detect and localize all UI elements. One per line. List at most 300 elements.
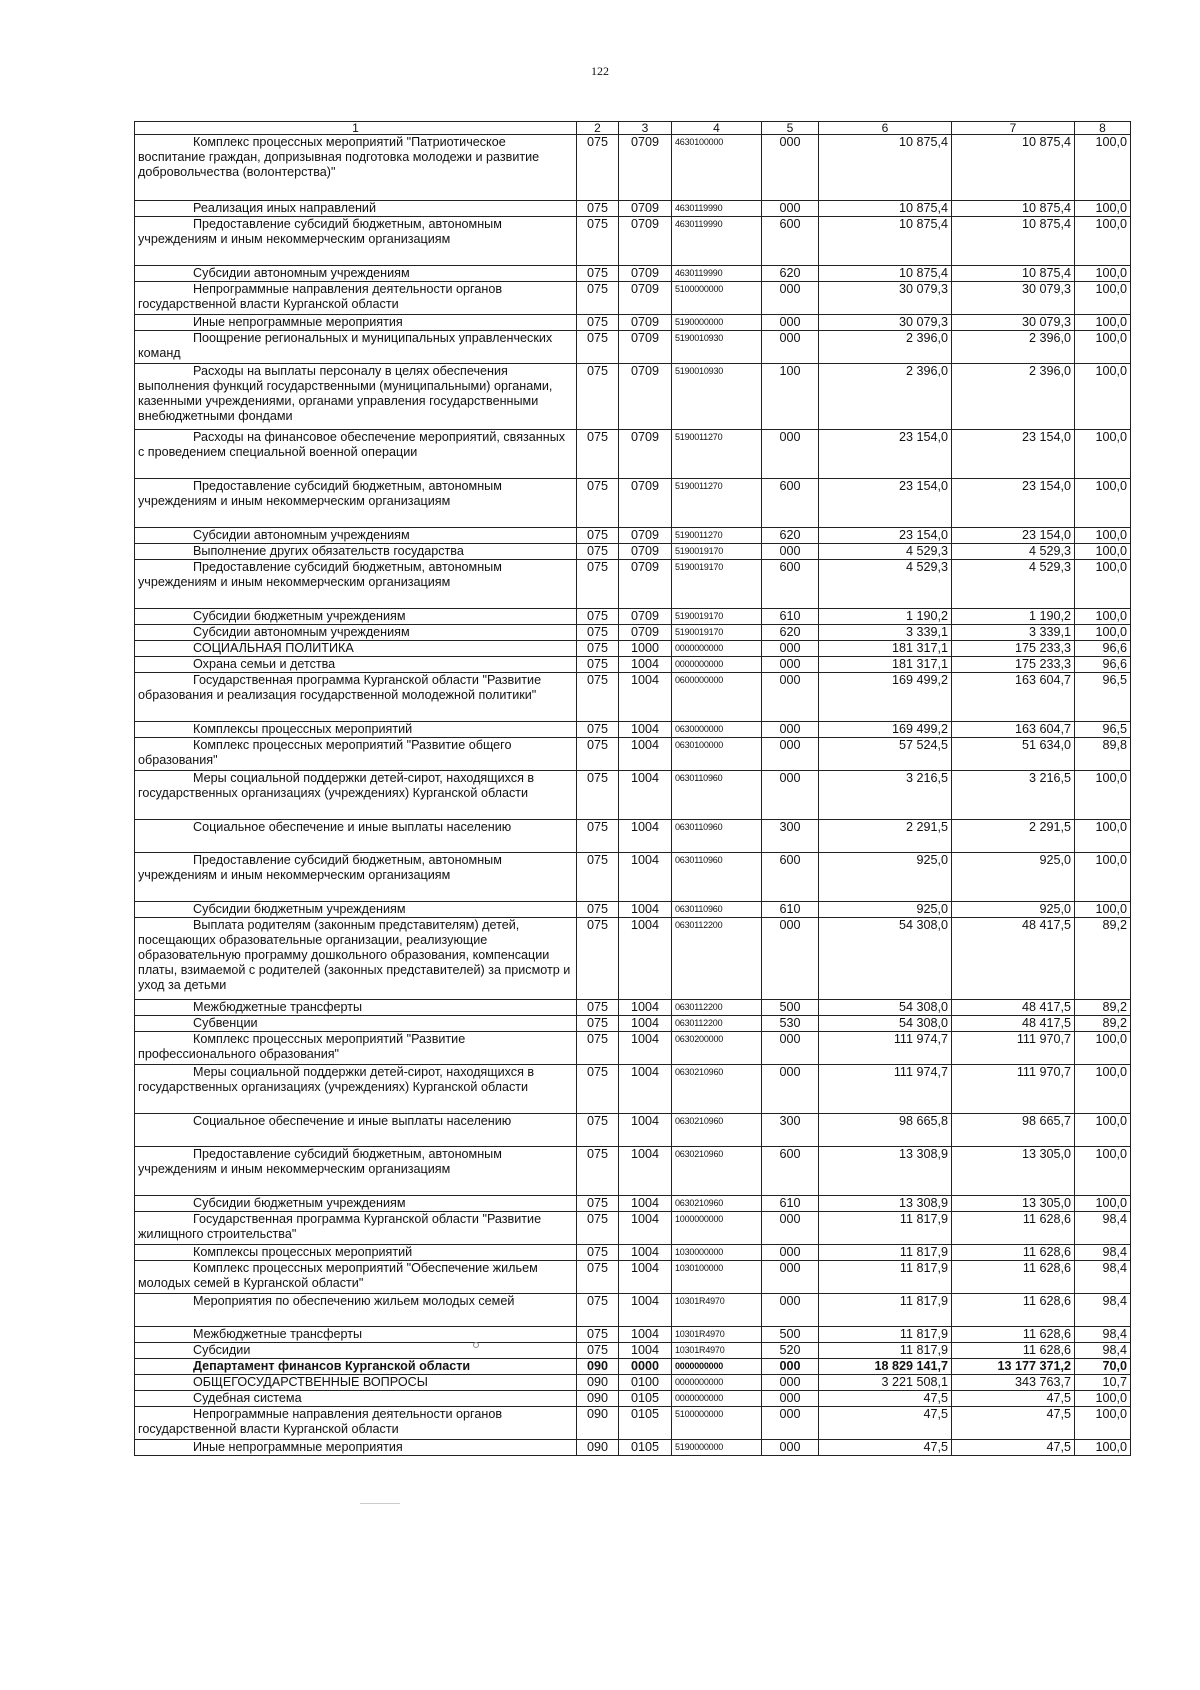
table-row: [135, 364, 1131, 430]
row-executed-amount: 98 665,7: [952, 1114, 1075, 1147]
row-planned-amount: 925,0: [819, 902, 952, 918]
row-chapter-code: 075: [577, 918, 619, 1000]
row-executed-amount: 10 875,4: [952, 266, 1075, 282]
row-expense-type-code: 000: [762, 1261, 819, 1294]
row-executed-amount: 4 529,3: [952, 544, 1075, 560]
row-chapter-code: 075: [577, 315, 619, 331]
row-execution-percent: 98,4: [1075, 1212, 1131, 1245]
row-name: Предоставление субсидий бюджетным, автономным учреждениям и иным некоммерческим организациям: [135, 560, 577, 609]
table-row: [135, 771, 1131, 820]
row-planned-amount: 57 524,5: [819, 738, 952, 771]
table-row: [135, 528, 1131, 544]
row-expense-type-code: 000: [762, 1245, 819, 1261]
row-planned-amount: 11 817,9: [819, 1327, 952, 1343]
row-target-article-code: 0630110960: [672, 853, 762, 902]
row-name: Комплекс процессных мероприятий "Обеспечение жильем молодых семей в Курганской области": [135, 1261, 577, 1294]
row-target-article-code: 4630100000: [672, 135, 762, 201]
row-section-code: 1004: [619, 722, 672, 738]
row-planned-amount: 18 829 141,7: [819, 1359, 952, 1375]
row-executed-amount: 11 628,6: [952, 1261, 1075, 1294]
row-executed-amount: 11 628,6: [952, 1294, 1075, 1327]
table-row: [135, 1114, 1131, 1147]
table-row: [135, 657, 1131, 673]
row-expense-type-code: 000: [762, 430, 819, 479]
row-chapter-code: 075: [577, 364, 619, 430]
scan-artifact: [360, 1503, 400, 1504]
row-executed-amount: 3 216,5: [952, 771, 1075, 820]
row-chapter-code: 075: [577, 528, 619, 544]
row-chapter-code: 075: [577, 1245, 619, 1261]
row-chapter-code: 075: [577, 479, 619, 528]
row-section-code: 1004: [619, 1196, 672, 1212]
row-name: Поощрение региональных и муниципальных управленческих команд: [135, 331, 577, 364]
row-execution-percent: 100,0: [1075, 1407, 1131, 1440]
row-target-article-code: 0630210960: [672, 1114, 762, 1147]
table-row: [135, 1212, 1131, 1245]
row-execution-percent: 89,2: [1075, 1016, 1131, 1032]
table-row: [135, 609, 1131, 625]
row-planned-amount: 3 216,5: [819, 771, 952, 820]
row-execution-percent: 100,0: [1075, 1147, 1131, 1196]
row-executed-amount: 13 305,0: [952, 1147, 1075, 1196]
row-planned-amount: 11 817,9: [819, 1261, 952, 1294]
row-chapter-code: 075: [577, 1114, 619, 1147]
row-executed-amount: 2 396,0: [952, 364, 1075, 430]
table-row: [135, 430, 1131, 479]
row-name: Субсидии бюджетным учреждениям: [135, 902, 577, 918]
row-planned-amount: 13 308,9: [819, 1147, 952, 1196]
row-executed-amount: 48 417,5: [952, 1000, 1075, 1016]
row-chapter-code: 075: [577, 641, 619, 657]
row-planned-amount: 54 308,0: [819, 918, 952, 1000]
row-execution-percent: 96,5: [1075, 673, 1131, 722]
header-cell: 2: [577, 122, 619, 135]
row-name: Социальное обеспечение и иные выплаты населению: [135, 1114, 577, 1147]
row-execution-percent: 98,4: [1075, 1327, 1131, 1343]
row-execution-percent: 98,4: [1075, 1245, 1131, 1261]
row-chapter-code: 075: [577, 1261, 619, 1294]
table-row: [135, 331, 1131, 364]
row-executed-amount: 163 604,7: [952, 673, 1075, 722]
row-target-article-code: 1000000000: [672, 1212, 762, 1245]
row-target-article-code: 5190010930: [672, 331, 762, 364]
row-target-article-code: 0630100000: [672, 738, 762, 771]
row-expense-type-code: 000: [762, 1407, 819, 1440]
row-executed-amount: 51 634,0: [952, 738, 1075, 771]
row-section-code: 0709: [619, 528, 672, 544]
row-section-code: 0709: [619, 430, 672, 479]
row-planned-amount: 23 154,0: [819, 528, 952, 544]
row-expense-type-code: 000: [762, 544, 819, 560]
row-planned-amount: 2 396,0: [819, 331, 952, 364]
row-expense-type-code: 600: [762, 853, 819, 902]
row-expense-type-code: 500: [762, 1327, 819, 1343]
row-section-code: 1004: [619, 1000, 672, 1016]
row-section-code: 1004: [619, 1065, 672, 1114]
row-chapter-code: 075: [577, 217, 619, 266]
table-row: [135, 722, 1131, 738]
row-expense-type-code: 000: [762, 201, 819, 217]
row-execution-percent: 96,5: [1075, 722, 1131, 738]
row-expense-type-code: 000: [762, 1440, 819, 1456]
row-executed-amount: 10 875,4: [952, 201, 1075, 217]
row-planned-amount: 30 079,3: [819, 282, 952, 315]
row-section-code: 0105: [619, 1391, 672, 1407]
row-section-code: 1004: [619, 1294, 672, 1327]
table-row: [135, 1407, 1131, 1440]
row-execution-percent: 96,6: [1075, 641, 1131, 657]
table-row: [135, 315, 1131, 331]
row-expense-type-code: 620: [762, 266, 819, 282]
row-executed-amount: 3 339,1: [952, 625, 1075, 641]
row-execution-percent: 98,4: [1075, 1261, 1131, 1294]
row-target-article-code: 5190000000: [672, 1440, 762, 1456]
row-target-article-code: 0000000000: [672, 657, 762, 673]
row-execution-percent: 98,4: [1075, 1343, 1131, 1359]
row-target-article-code: 0630000000: [672, 722, 762, 738]
header-cell: 5: [762, 122, 819, 135]
row-planned-amount: 111 974,7: [819, 1032, 952, 1065]
row-planned-amount: 11 817,9: [819, 1294, 952, 1327]
row-expense-type-code: 600: [762, 1147, 819, 1196]
row-section-code: 0709: [619, 315, 672, 331]
row-section-code: 1004: [619, 1032, 672, 1065]
row-executed-amount: 925,0: [952, 853, 1075, 902]
row-chapter-code: 075: [577, 820, 619, 853]
row-planned-amount: 10 875,4: [819, 266, 952, 282]
row-execution-percent: 98,4: [1075, 1294, 1131, 1327]
row-executed-amount: 2 291,5: [952, 820, 1075, 853]
table-row: [135, 1261, 1131, 1294]
row-name: ОБЩЕГОСУДАРСТВЕННЫЕ ВОПРОСЫ: [135, 1375, 577, 1391]
row-planned-amount: 47,5: [819, 1407, 952, 1440]
row-section-code: 1004: [619, 1212, 672, 1245]
row-target-article-code: 5190019170: [672, 560, 762, 609]
row-section-code: 1004: [619, 1327, 672, 1343]
row-expense-type-code: 620: [762, 625, 819, 641]
row-name: Государственная программа Курганской области "Развитие образования и реализация государственной молодежной политики": [135, 673, 577, 722]
row-executed-amount: 13 305,0: [952, 1196, 1075, 1212]
row-name: Расходы на финансовое обеспечение мероприятий, связанных с проведением специальной военной операции: [135, 430, 577, 479]
table-row: [135, 1147, 1131, 1196]
row-section-code: 0709: [619, 609, 672, 625]
table-row: [135, 1065, 1131, 1114]
row-execution-percent: 100,0: [1075, 528, 1131, 544]
header-cell: 3: [619, 122, 672, 135]
table-row: [135, 625, 1131, 641]
row-chapter-code: 075: [577, 560, 619, 609]
header-cell: 6: [819, 122, 952, 135]
row-expense-type-code: 000: [762, 1065, 819, 1114]
row-target-article-code: 5190000000: [672, 315, 762, 331]
row-chapter-code: 075: [577, 1343, 619, 1359]
row-name: Расходы на выплаты персоналу в целях обеспечения выполнения функций государственными (муниципальными) органами, казенными учреждениями, органами управления государственными внебюджетными фондами: [135, 364, 577, 430]
row-target-article-code: 0630110960: [672, 902, 762, 918]
table-row: [135, 1359, 1131, 1375]
row-executed-amount: 23 154,0: [952, 430, 1075, 479]
row-target-article-code: 5190010930: [672, 364, 762, 430]
row-expense-type-code: 000: [762, 738, 819, 771]
row-expense-type-code: 620: [762, 528, 819, 544]
row-chapter-code: 075: [577, 771, 619, 820]
row-name: Предоставление субсидий бюджетным, автономным учреждениям и иным некоммерческим организациям: [135, 853, 577, 902]
row-chapter-code: 075: [577, 657, 619, 673]
row-section-code: 1004: [619, 820, 672, 853]
row-name: Меры социальной поддержки детей-сирот, находящихся в государственных организациях (учреждениях) Курганской области: [135, 771, 577, 820]
row-target-article-code: 4630119990: [672, 266, 762, 282]
row-name: Субвенции: [135, 1016, 577, 1032]
row-chapter-code: 075: [577, 282, 619, 315]
row-name: Субсидии автономным учреждениям: [135, 266, 577, 282]
row-target-article-code: 5100000000: [672, 282, 762, 315]
row-chapter-code: 090: [577, 1391, 619, 1407]
row-name: Комплекс процессных мероприятий "Развитие общего образования": [135, 738, 577, 771]
row-chapter-code: 075: [577, 135, 619, 201]
row-execution-percent: 89,8: [1075, 738, 1131, 771]
row-expense-type-code: 000: [762, 1032, 819, 1065]
row-execution-percent: 100,0: [1075, 266, 1131, 282]
row-executed-amount: 175 233,3: [952, 657, 1075, 673]
header-cell: 7: [952, 122, 1075, 135]
table-row: [135, 902, 1131, 918]
table-row: [135, 560, 1131, 609]
row-target-article-code: 0630110960: [672, 820, 762, 853]
row-section-code: 0709: [619, 544, 672, 560]
row-target-article-code: 0630112200: [672, 1000, 762, 1016]
row-expense-type-code: 100: [762, 364, 819, 430]
row-expense-type-code: 000: [762, 315, 819, 331]
row-chapter-code: 075: [577, 722, 619, 738]
row-planned-amount: 47,5: [819, 1440, 952, 1456]
table-row: [135, 1343, 1131, 1359]
row-planned-amount: 13 308,9: [819, 1196, 952, 1212]
row-name: Непрограммные направления деятельности органов государственной власти Курганской области: [135, 282, 577, 315]
row-planned-amount: 925,0: [819, 853, 952, 902]
budget-execution-table: [134, 121, 1131, 1456]
row-section-code: 0709: [619, 625, 672, 641]
row-executed-amount: 48 417,5: [952, 918, 1075, 1000]
row-execution-percent: 100,0: [1075, 1440, 1131, 1456]
table-row: [135, 641, 1131, 657]
row-section-code: 1004: [619, 1147, 672, 1196]
row-planned-amount: 10 875,4: [819, 135, 952, 201]
row-expense-type-code: 000: [762, 673, 819, 722]
row-target-article-code: 0000000000: [672, 1359, 762, 1375]
row-planned-amount: 54 308,0: [819, 1000, 952, 1016]
row-section-code: 0709: [619, 560, 672, 609]
row-expense-type-code: 000: [762, 282, 819, 315]
row-chapter-code: 090: [577, 1440, 619, 1456]
row-expense-type-code: 300: [762, 1114, 819, 1147]
row-section-code: 1004: [619, 902, 672, 918]
row-expense-type-code: 610: [762, 1196, 819, 1212]
table-row: [135, 201, 1131, 217]
row-target-article-code: 5190019170: [672, 609, 762, 625]
row-target-article-code: 0000000000: [672, 1375, 762, 1391]
table-row: [135, 217, 1131, 266]
row-chapter-code: 075: [577, 1065, 619, 1114]
row-execution-percent: 100,0: [1075, 560, 1131, 609]
row-name: СОЦИАЛЬНАЯ ПОЛИТИКА: [135, 641, 577, 657]
row-chapter-code: 075: [577, 201, 619, 217]
row-planned-amount: 11 817,9: [819, 1343, 952, 1359]
row-name: Выплата родителям (законным представителям) детей, посещающих образовательные организации, реализующие образовательную программу дошкольного образования, компенсации платы, взимаемой с родителей (законных представителей) за присмотр и уход за детьми: [135, 918, 577, 1000]
row-name: Меры социальной поддержки детей-сирот, находящихся в государственных организациях (учреждениях) Курганской области: [135, 1065, 577, 1114]
row-target-article-code: 4630119990: [672, 201, 762, 217]
row-executed-amount: 925,0: [952, 902, 1075, 918]
row-execution-percent: 89,2: [1075, 1000, 1131, 1016]
row-planned-amount: 23 154,0: [819, 479, 952, 528]
row-planned-amount: 2 291,5: [819, 820, 952, 853]
row-name: Межбюджетные трансферты: [135, 1000, 577, 1016]
row-section-code: 0709: [619, 331, 672, 364]
row-executed-amount: 11 628,6: [952, 1343, 1075, 1359]
scan-artifact: [473, 1342, 479, 1348]
row-chapter-code: 075: [577, 1196, 619, 1212]
row-executed-amount: 23 154,0: [952, 528, 1075, 544]
header-row: [135, 122, 1131, 135]
row-executed-amount: 11 628,6: [952, 1327, 1075, 1343]
row-section-code: 1004: [619, 1245, 672, 1261]
row-planned-amount: 181 317,1: [819, 641, 952, 657]
row-executed-amount: 13 177 371,2: [952, 1359, 1075, 1375]
row-section-code: 1004: [619, 1114, 672, 1147]
table-row: [135, 1391, 1131, 1407]
row-execution-percent: 100,0: [1075, 282, 1131, 315]
row-chapter-code: 075: [577, 1294, 619, 1327]
row-target-article-code: 10301R4970: [672, 1343, 762, 1359]
row-expense-type-code: 000: [762, 771, 819, 820]
row-executed-amount: 30 079,3: [952, 282, 1075, 315]
table-row: [135, 135, 1131, 201]
row-target-article-code: 1030100000: [672, 1261, 762, 1294]
row-section-code: 0709: [619, 364, 672, 430]
row-name: Выполнение других обязательств государства: [135, 544, 577, 560]
row-executed-amount: 47,5: [952, 1391, 1075, 1407]
row-chapter-code: 075: [577, 331, 619, 364]
row-expense-type-code: 000: [762, 1212, 819, 1245]
row-chapter-code: 075: [577, 1032, 619, 1065]
row-expense-type-code: 000: [762, 1359, 819, 1375]
row-section-code: 0105: [619, 1407, 672, 1440]
row-target-article-code: 0630210960: [672, 1065, 762, 1114]
row-execution-percent: 96,6: [1075, 657, 1131, 673]
table-row: [135, 918, 1131, 1000]
row-expense-type-code: 600: [762, 560, 819, 609]
row-target-article-code: 0000000000: [672, 1391, 762, 1407]
row-execution-percent: 100,0: [1075, 1196, 1131, 1212]
row-planned-amount: 181 317,1: [819, 657, 952, 673]
row-chapter-code: 090: [577, 1375, 619, 1391]
row-planned-amount: 10 875,4: [819, 217, 952, 266]
row-chapter-code: 075: [577, 544, 619, 560]
row-target-article-code: 5190019170: [672, 544, 762, 560]
row-section-code: 1004: [619, 1016, 672, 1032]
row-expense-type-code: 000: [762, 722, 819, 738]
row-target-article-code: 5190011270: [672, 479, 762, 528]
row-executed-amount: 4 529,3: [952, 560, 1075, 609]
row-chapter-code: 075: [577, 1212, 619, 1245]
row-execution-percent: 89,2: [1075, 918, 1131, 1000]
row-execution-percent: 100,0: [1075, 1391, 1131, 1407]
row-chapter-code: 090: [577, 1359, 619, 1375]
row-planned-amount: 11 817,9: [819, 1245, 952, 1261]
table-row: [135, 1000, 1131, 1016]
table-row: [135, 1294, 1131, 1327]
row-chapter-code: 075: [577, 625, 619, 641]
row-executed-amount: 47,5: [952, 1440, 1075, 1456]
row-planned-amount: 3 339,1: [819, 625, 952, 641]
row-chapter-code: 075: [577, 902, 619, 918]
row-section-code: 0709: [619, 282, 672, 315]
row-target-article-code: 10301R4970: [672, 1294, 762, 1327]
row-target-article-code: 0630210960: [672, 1196, 762, 1212]
row-expense-type-code: 600: [762, 217, 819, 266]
row-chapter-code: 075: [577, 738, 619, 771]
row-target-article-code: 0630110960: [672, 771, 762, 820]
row-section-code: 1004: [619, 771, 672, 820]
table-row: [135, 820, 1131, 853]
table-row: [135, 738, 1131, 771]
row-execution-percent: 100,0: [1075, 625, 1131, 641]
row-expense-type-code: 600: [762, 479, 819, 528]
row-section-code: 1004: [619, 738, 672, 771]
row-target-article-code: 10301R4970: [672, 1327, 762, 1343]
row-section-code: 0000: [619, 1359, 672, 1375]
row-execution-percent: 100,0: [1075, 135, 1131, 201]
table-row: [135, 266, 1131, 282]
row-target-article-code: 5100000000: [672, 1407, 762, 1440]
row-planned-amount: 4 529,3: [819, 560, 952, 609]
row-chapter-code: 075: [577, 1327, 619, 1343]
row-section-code: 0105: [619, 1440, 672, 1456]
row-executed-amount: 163 604,7: [952, 722, 1075, 738]
table-row: [135, 1375, 1131, 1391]
row-execution-percent: 100,0: [1075, 479, 1131, 528]
row-expense-type-code: 000: [762, 331, 819, 364]
row-execution-percent: 100,0: [1075, 1032, 1131, 1065]
row-name: Государственная программа Курганской области "Развитие жилищного строительства": [135, 1212, 577, 1245]
row-name: Социальное обеспечение и иные выплаты населению: [135, 820, 577, 853]
row-name: Комплексы процессных мероприятий: [135, 1245, 577, 1261]
row-execution-percent: 100,0: [1075, 217, 1131, 266]
table-row: [135, 853, 1131, 902]
table-row: [135, 1440, 1131, 1456]
row-expense-type-code: 000: [762, 1391, 819, 1407]
row-expense-type-code: 610: [762, 902, 819, 918]
row-expense-type-code: 610: [762, 609, 819, 625]
row-executed-amount: 1 190,2: [952, 609, 1075, 625]
row-chapter-code: 075: [577, 1147, 619, 1196]
table-row: [135, 282, 1131, 315]
row-executed-amount: 23 154,0: [952, 479, 1075, 528]
row-target-article-code: 5190011270: [672, 528, 762, 544]
row-planned-amount: 30 079,3: [819, 315, 952, 331]
row-name: Комплексы процессных мероприятий: [135, 722, 577, 738]
row-name: Субсидии бюджетным учреждениям: [135, 609, 577, 625]
row-section-code: 0709: [619, 217, 672, 266]
row-executed-amount: 10 875,4: [952, 135, 1075, 201]
row-section-code: 0709: [619, 479, 672, 528]
table-row: [135, 544, 1131, 560]
row-executed-amount: 2 396,0: [952, 331, 1075, 364]
row-name: Предоставление субсидий бюджетным, автономным учреждениям и иным некоммерческим организациям: [135, 1147, 577, 1196]
row-execution-percent: 10,7: [1075, 1375, 1131, 1391]
row-execution-percent: 100,0: [1075, 364, 1131, 430]
row-execution-percent: 100,0: [1075, 1114, 1131, 1147]
row-execution-percent: 100,0: [1075, 430, 1131, 479]
row-section-code: 1004: [619, 853, 672, 902]
